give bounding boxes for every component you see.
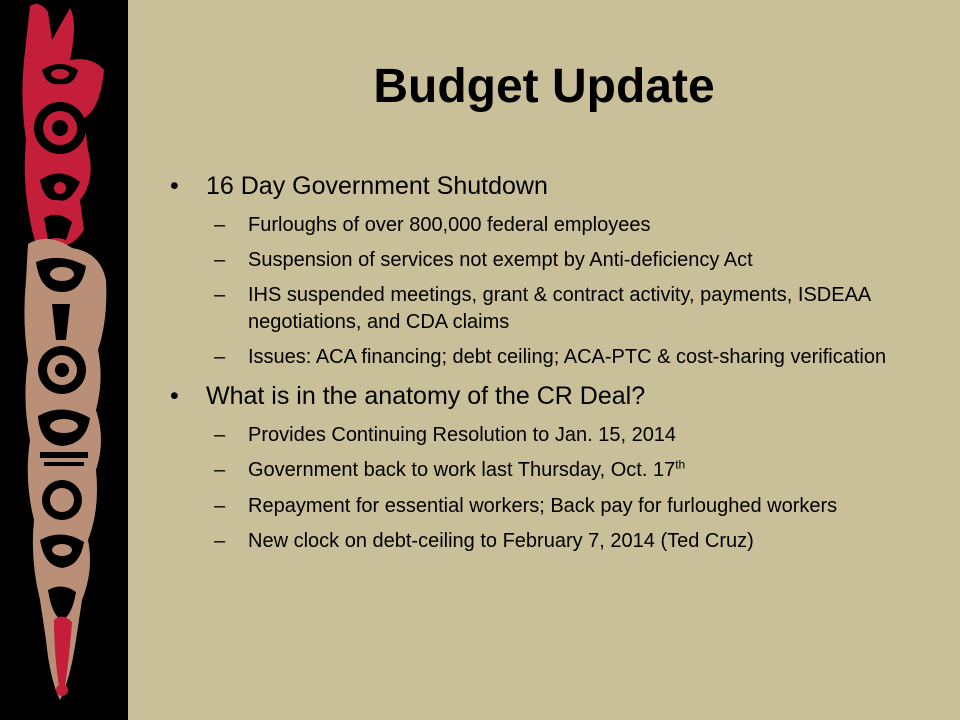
ordinal-suffix: th [675,457,686,472]
sub-bullet-item: – Furloughs of over 800,000 federal employees [168,212,908,238]
slide-title: Budget Update [373,60,715,113]
slide-content [168,170,908,564]
sub-bullet-item: – Issues: ACA financing; debt ceiling; ACA-PTC & cost-sharing verification [168,344,908,370]
sub-bullet-item: – Suspension of services not exempt by Anti-deficiency Act [168,247,908,273]
sub-bullet-item: – New clock on debt-ceiling to February 7, 2014 (Ted Cruz) [168,528,908,554]
sub-bullet-item: – Provides Continuing Resolution to Jan. 15, 2014 [168,422,908,448]
bullet-item: • What is in the anatomy of the CR Deal? [168,380,908,413]
sub-bullet-text: Government back to work last Thursday, Oct. 17 [248,459,676,482]
formline-totem-art-icon [0,0,128,720]
bullet-item: • 16 Day Government Shutdown [168,170,908,203]
sub-bullet-item: – IHS suspended meetings, grant & contract activity, payments, ISDEAA negotiations, and CDA claims [168,282,908,335]
sub-bullet-item: – Repayment for essential workers; Back pay for furloughed workers [168,493,908,519]
sub-bullet-item [168,457,908,483]
side-art-panel [0,0,128,720]
